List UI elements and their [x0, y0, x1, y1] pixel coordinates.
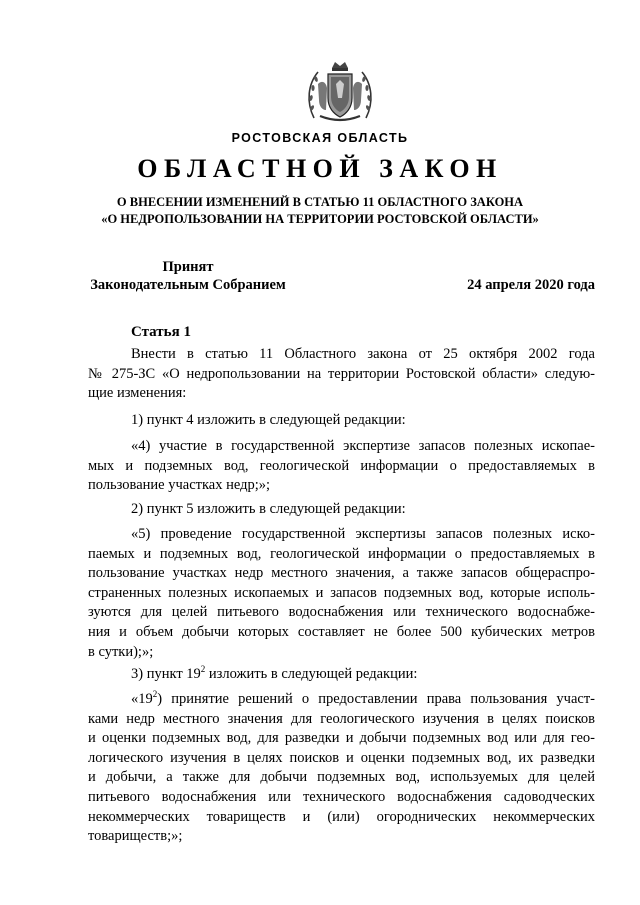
text-line: щие изменения:: [88, 385, 187, 402]
article-intro-paragraph: [88, 345, 595, 404]
text-line: Внести в статью 11 Областного закона от 25 октября 2002 года: [131, 346, 595, 362]
text-line: в сутки);»;: [88, 643, 154, 660]
text-line: некоммерческих товариществ и (или) огороднических некоммерческих: [88, 808, 595, 825]
text-line: ния и объем добычи которых составляет не более 500 кубических метров: [88, 623, 595, 640]
text-line: 2) пункт 5 изложить в следующей редакции:: [131, 501, 406, 517]
item-3-heading: [88, 665, 595, 685]
superscript: 2: [152, 689, 158, 699]
text-line: паемых и подземных вод, геологической информации о предоставляемых в: [88, 545, 595, 562]
law-subject: [0, 194, 640, 228]
adopting-body: Законодательным Собранием: [90, 277, 286, 293]
text-line: ками недр местного значения для геологического изучения в целях поисков: [88, 710, 595, 727]
text-fragment: «19: [131, 691, 153, 707]
text-line: и оценки подземных вод, для разведки и добычи подземных вод или для гео-: [88, 730, 595, 747]
law-subject-line: «О НЕДРОПОЛЬЗОВАНИИ НА ТЕРРИТОРИИ РОСТОВСКОЙ ОБЛАСТИ»: [101, 212, 539, 226]
item-1-heading: [88, 411, 595, 431]
adopted-label: Принят: [162, 259, 214, 275]
text-fragment: 3) пункт 19: [131, 666, 201, 682]
text-line: товариществ;»;: [88, 828, 183, 845]
adoption-date: 24 апреля 2020 года: [467, 277, 595, 293]
text-line: пользование участках недр;»;: [88, 477, 271, 494]
text-line: и добычи, а также для добычи подземных вод, используемых для целей: [88, 769, 595, 786]
superscript: 2: [200, 664, 206, 674]
text-line: страненных полезных ископаемых и запасов подземных вод, которые исполь-: [88, 584, 595, 601]
text-line: 1) пункт 4 изложить в следующей редакции:: [131, 412, 406, 428]
text-line: «5) проведение государственной экспертизы запасов полезных иско-: [131, 526, 595, 542]
article-heading: Статья 1: [131, 324, 191, 340]
text-line: логического изучения в целях поисков и оценки подземных вод, их разведки: [88, 749, 595, 766]
item-2-text: [88, 525, 595, 662]
item-3-text: [88, 690, 595, 847]
item-2-heading: [88, 500, 595, 520]
text-line: «4) участие в государственной экспертизе запасов полезных ископае-: [131, 438, 595, 454]
text-line: зуются для целей питьевого водоснабжения или технического водоснабже-: [88, 604, 595, 621]
item-1-text: [88, 437, 595, 496]
text-line: мых и подземных вод, геологической информации о предоставляемых в: [88, 457, 595, 474]
text-line: № 275-ЗС «О недропользовании на территории Ростовской области» следую-: [88, 365, 595, 382]
text-line: пользование участках недр местного значения, а также запасов общераспро-: [88, 565, 595, 582]
law-subject-line: О ВНЕСЕНИИ ИЗМЕНЕНИЙ В СТАТЬЮ 11 ОБЛАСТНОГО ЗАКОНА: [116, 195, 524, 209]
law-type-title: ОБЛАСТНОЙ ЗАКОН: [137, 154, 503, 183]
adopted-by: [88, 258, 288, 294]
coat-of-arms-emblem: [304, 58, 376, 124]
text-line: питьевого водоснабжения или технического водоснабжения садоводческих: [88, 788, 595, 805]
text-line: [88, 665, 595, 685]
text-fragment: ) принятие решений о предоставлении права пользования участ-: [157, 691, 595, 707]
region-name: РОСТОВСКАЯ ОБЛАСТЬ: [231, 131, 409, 145]
text-fragment: изложить в следующей редакции:: [205, 666, 418, 682]
text-line: [88, 690, 595, 710]
